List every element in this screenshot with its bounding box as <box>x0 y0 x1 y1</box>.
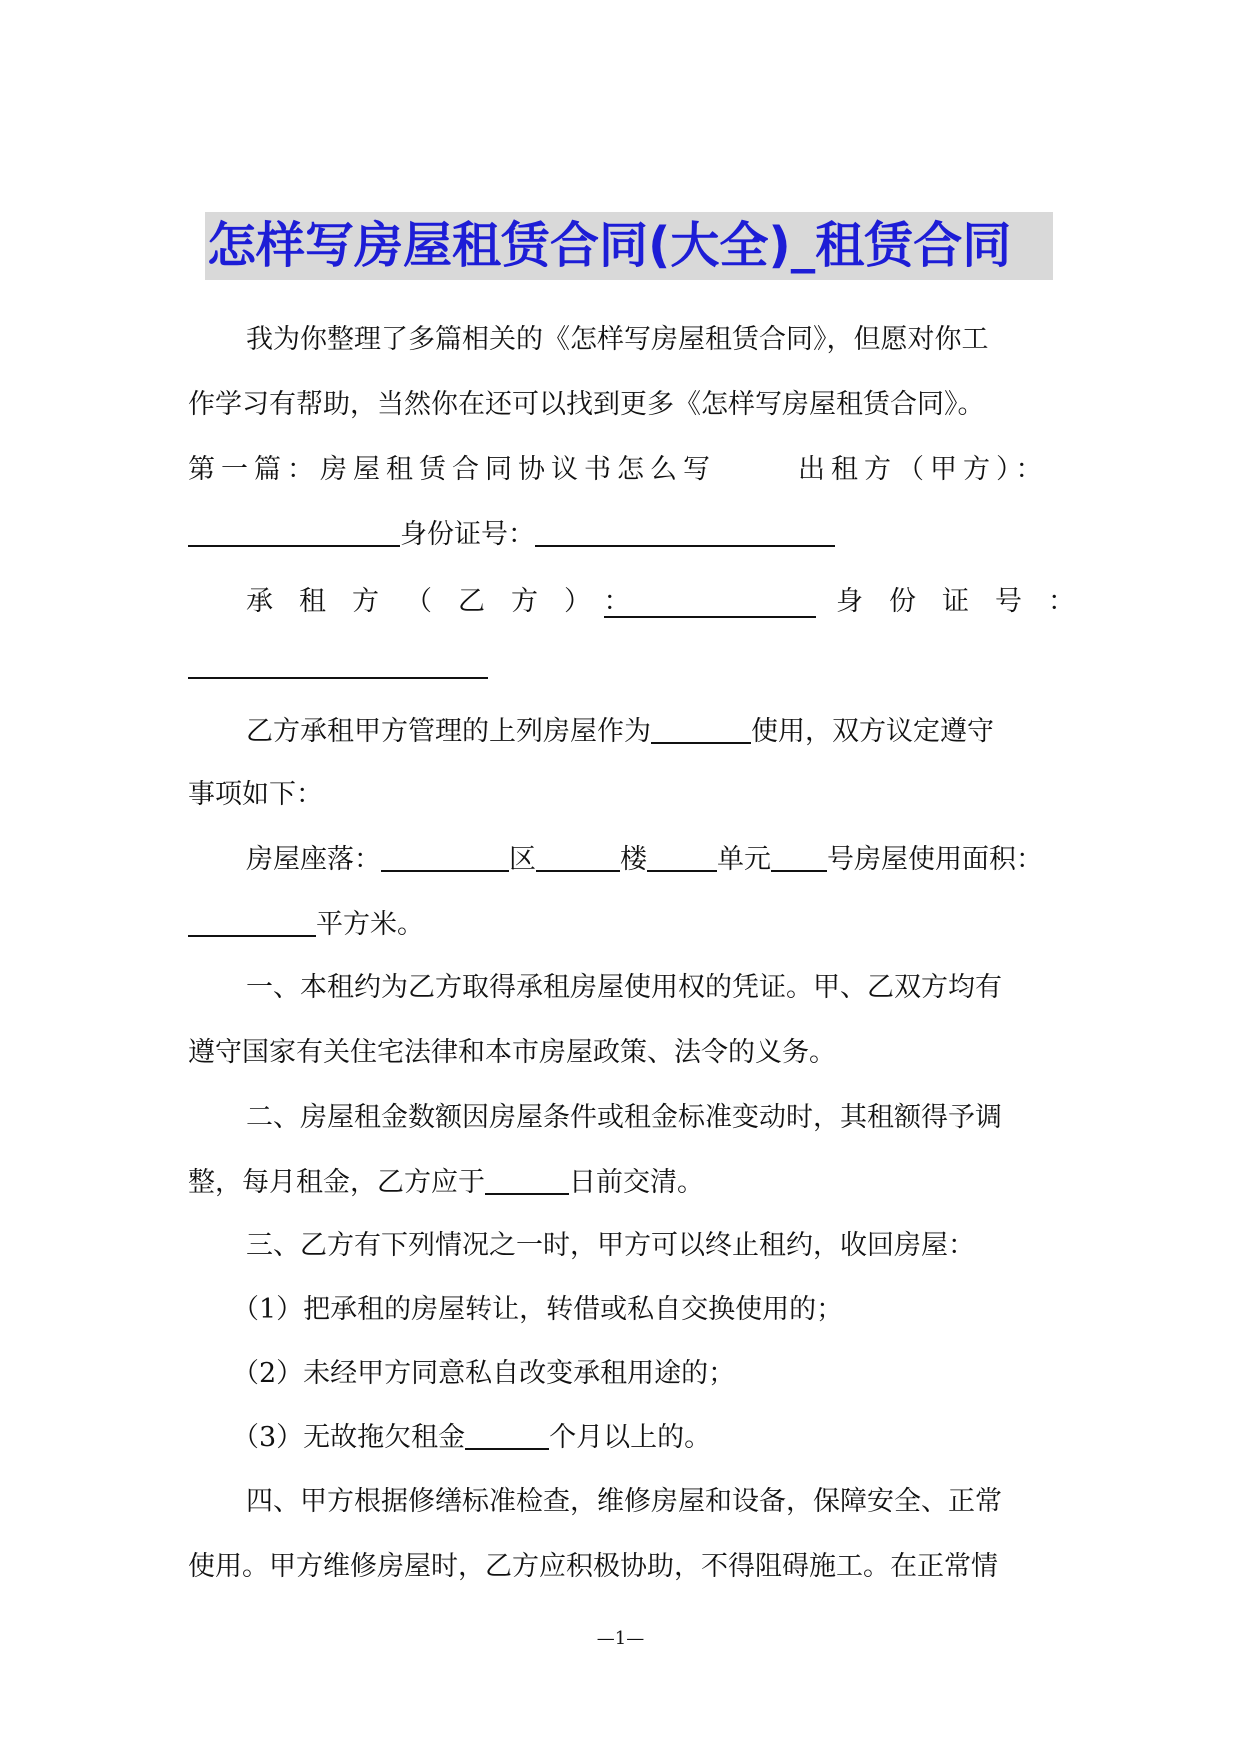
title-highlight <box>205 212 1053 280</box>
paragraph-line <box>188 385 1048 425</box>
paragraph-line <box>188 450 1048 490</box>
text: 三、乙方有下列情况之一时，甲方可以终止租约，收回房屋： <box>246 1230 975 1261</box>
text: 四、甲方根据修缮标准检查，维修房屋和设备，保障安全、正常 <box>246 1486 1002 1517</box>
paragraph-line <box>188 1098 1106 1138</box>
blank-line <box>485 1167 569 1195</box>
text: 单元 <box>717 844 771 875</box>
paragraph-line <box>188 905 1048 945</box>
text: 遵守国家有关住宅法律和本市房屋政策、法令的义务。 <box>188 1037 836 1068</box>
blank-line <box>604 590 816 618</box>
paragraph-line <box>188 1033 1048 1073</box>
text: 号房屋使用面积： <box>827 844 1043 875</box>
blank-line <box>381 844 509 872</box>
text: 区 <box>509 844 536 875</box>
paragraph-line <box>188 968 1106 1008</box>
lessor-label: 出租方（甲方）： <box>798 454 1049 485</box>
paragraph-line <box>188 1482 1106 1522</box>
paragraph-line <box>188 1354 1092 1394</box>
text: 一、本租约为乙方取得承租房屋使用权的凭证。甲、乙双方均有 <box>246 972 1002 1003</box>
text: 作学习有帮助，当然你在还可以找到更多《怎样写房屋租赁合同》。 <box>188 389 985 420</box>
blank-line <box>465 1422 549 1450</box>
list-item: （1）把承租的房屋转让，转借或私自交换使用的； <box>232 1294 844 1325</box>
blank-line <box>647 844 717 872</box>
blank-line <box>651 716 751 744</box>
text: 整，每月租金，乙方应于 <box>188 1167 485 1198</box>
paragraph-line <box>188 1290 1092 1330</box>
text: 平方米。 <box>316 909 424 940</box>
id-number-label: 身份证号： <box>400 519 535 550</box>
list-item: （2）未经甲方同意私自改变承租用途的； <box>232 1358 736 1389</box>
text: 乙方承租甲方管理的上列房屋作为 <box>246 716 651 747</box>
text: 事项如下： <box>188 779 323 810</box>
list-item: （3）无故拖欠租金 <box>232 1422 466 1453</box>
text: 日前交清。 <box>569 1167 704 1198</box>
document-title: 怎样写房屋租赁合同(大全)_租赁合同 <box>207 217 1012 274</box>
paragraph-line <box>188 320 1106 360</box>
blank-line <box>536 844 620 872</box>
blank-line <box>771 844 827 872</box>
paragraph-line <box>188 1547 1048 1587</box>
page-number: —1— <box>596 1628 645 1649</box>
list-item: 个月以上的。 <box>549 1422 712 1453</box>
lessee-label: 承租方（乙方）： <box>246 586 657 617</box>
blank-line <box>188 651 488 679</box>
paragraph-line <box>188 582 1101 622</box>
paragraph-line <box>188 1418 1092 1458</box>
paragraph-line <box>188 1226 1106 1266</box>
text: 使用。甲方维修房屋时，乙方应积极协助，不得阻碍施工。在正常情 <box>188 1551 998 1582</box>
paragraph-line <box>188 775 1048 815</box>
text: 二、房屋租金数额因房屋条件或租金标准变动时，其租额得予调 <box>246 1102 1002 1133</box>
id-number-label: 身份证号： <box>836 586 1101 617</box>
paragraph-line <box>188 1163 1048 1203</box>
paragraph-line <box>188 515 1048 555</box>
paragraph-line <box>188 712 1106 752</box>
section-heading: 第一篇：房屋租赁合同协议书怎么写 <box>188 454 716 485</box>
paragraph-line <box>188 840 1106 880</box>
text: 使用，双方议定遵守 <box>751 716 994 747</box>
text: 楼 <box>620 844 647 875</box>
blank-line <box>188 519 400 547</box>
blank-line <box>535 519 835 547</box>
blank-line <box>188 909 316 937</box>
text: 我为你整理了多篇相关的《怎样写房屋租赁合同》，但愿对你工 <box>246 324 989 355</box>
text: 房屋座落： <box>246 844 381 875</box>
paragraph-line <box>188 647 1048 687</box>
